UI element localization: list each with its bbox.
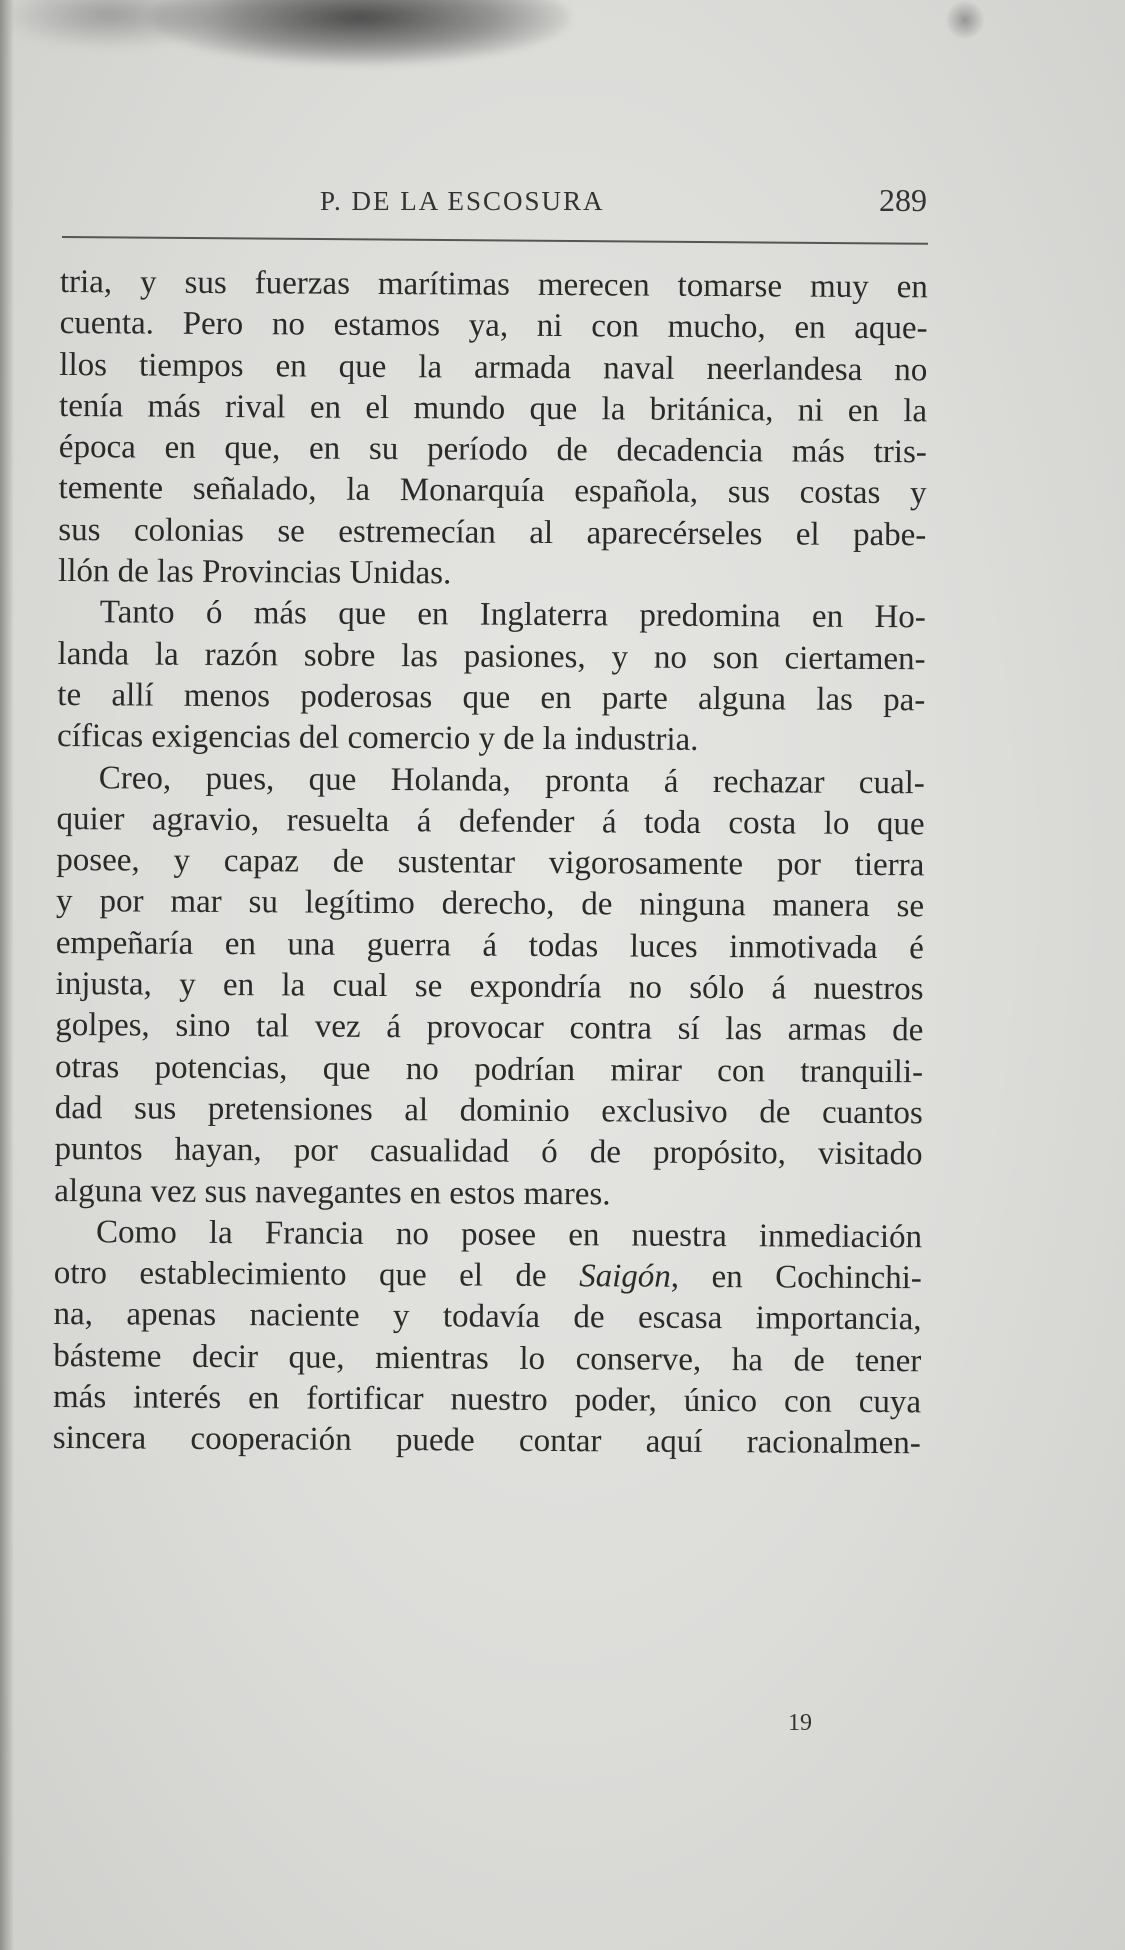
text-line: tenía más rival en el mundo que la británica, ni en la	[59, 387, 928, 430]
text-line: golpes, sino tal vez á provocar contra sí las armas de	[55, 1007, 924, 1049]
italic-place-name: Saigón	[579, 1258, 671, 1295]
text-line: alguna vez sus navegantes en estos mares.	[54, 1172, 611, 1212]
text-line: dad sus pretensiones al dominio exclusivo de cuantos	[54, 1089, 923, 1132]
page-number: 289	[879, 182, 927, 218]
text-line: te allí menos poderosas que en parte alguna las pa-	[57, 676, 926, 719]
text-line: básteme decir que, mientras lo conserve, ha de tener	[53, 1337, 922, 1380]
text-line: sincera cooperación puede contar aquí racionalmen-	[52, 1420, 921, 1462]
text-line: época en que, en su período de decadencia más tris-	[58, 429, 927, 471]
text-line: Tanto ó más que en Inglaterra predomina en Ho-	[99, 594, 926, 636]
text-line: na, apenas naciente y todavía de escasa importancia,	[53, 1296, 922, 1338]
text-line: Como la Francia no posee en nuestra inmediación	[95, 1214, 923, 1256]
text-line: injusta, y en la cual se expondría no sólo á nuestros	[55, 966, 924, 1008]
page-header	[62, 180, 927, 230]
page-edge-shadow	[0, 0, 14, 1950]
text-line: empeñaría en una guerra á todas luces inmotivada é	[55, 924, 924, 967]
text-line: posee, y capaz de sustentar vigorosamente por tierra	[56, 842, 925, 884]
text-line: quier agravio, resuelta á defender á toda costa lo que	[56, 800, 925, 843]
text-line: puntos hayan, por casualidad ó de propósito, visitado	[54, 1131, 923, 1173]
text-line: Creo, pues, que Holanda, pronta á rechazar cual-	[98, 759, 925, 801]
scan-spot	[945, 0, 985, 40]
text-line: sus colonias se estremecían al aparecérseles el pabe-	[58, 511, 927, 554]
text-line: otras potencias, que no podrían mirar con tranquili-	[54, 1048, 924, 1090]
text-line: cuenta. Pero no estamos ya, ni con mucho, en aque-	[59, 305, 928, 347]
text-line: llón de las Provincias Unidas.	[58, 553, 452, 592]
text-line: otro establecimiento que el de Saigón, en Cochinchi-	[53, 1255, 922, 1297]
text-line: llos tiempos en que la armada naval neerlandesa no	[59, 346, 928, 388]
running-title: P. DE LA ESCOSURA	[320, 186, 605, 216]
text-line: cíficas exigencias del comercio y de la industria.	[56, 718, 699, 759]
text-line: tria, y sus fuerzas marítimas merecen tomarse muy en	[59, 263, 928, 306]
text-line: landa la razón sobre las pasiones, y no son ciertamen-	[57, 635, 926, 677]
signature-mark: 19	[788, 1710, 812, 1736]
text-line: temente señalado, la Monarquía española, sus costas y	[58, 470, 927, 512]
text-line: y por mar su legítimo derecho, de ninguna manera se	[55, 883, 925, 925]
text-line: más interés en fortificar nuestro poder, único con cuya	[52, 1378, 922, 1421]
body-text	[53, 262, 928, 1465]
